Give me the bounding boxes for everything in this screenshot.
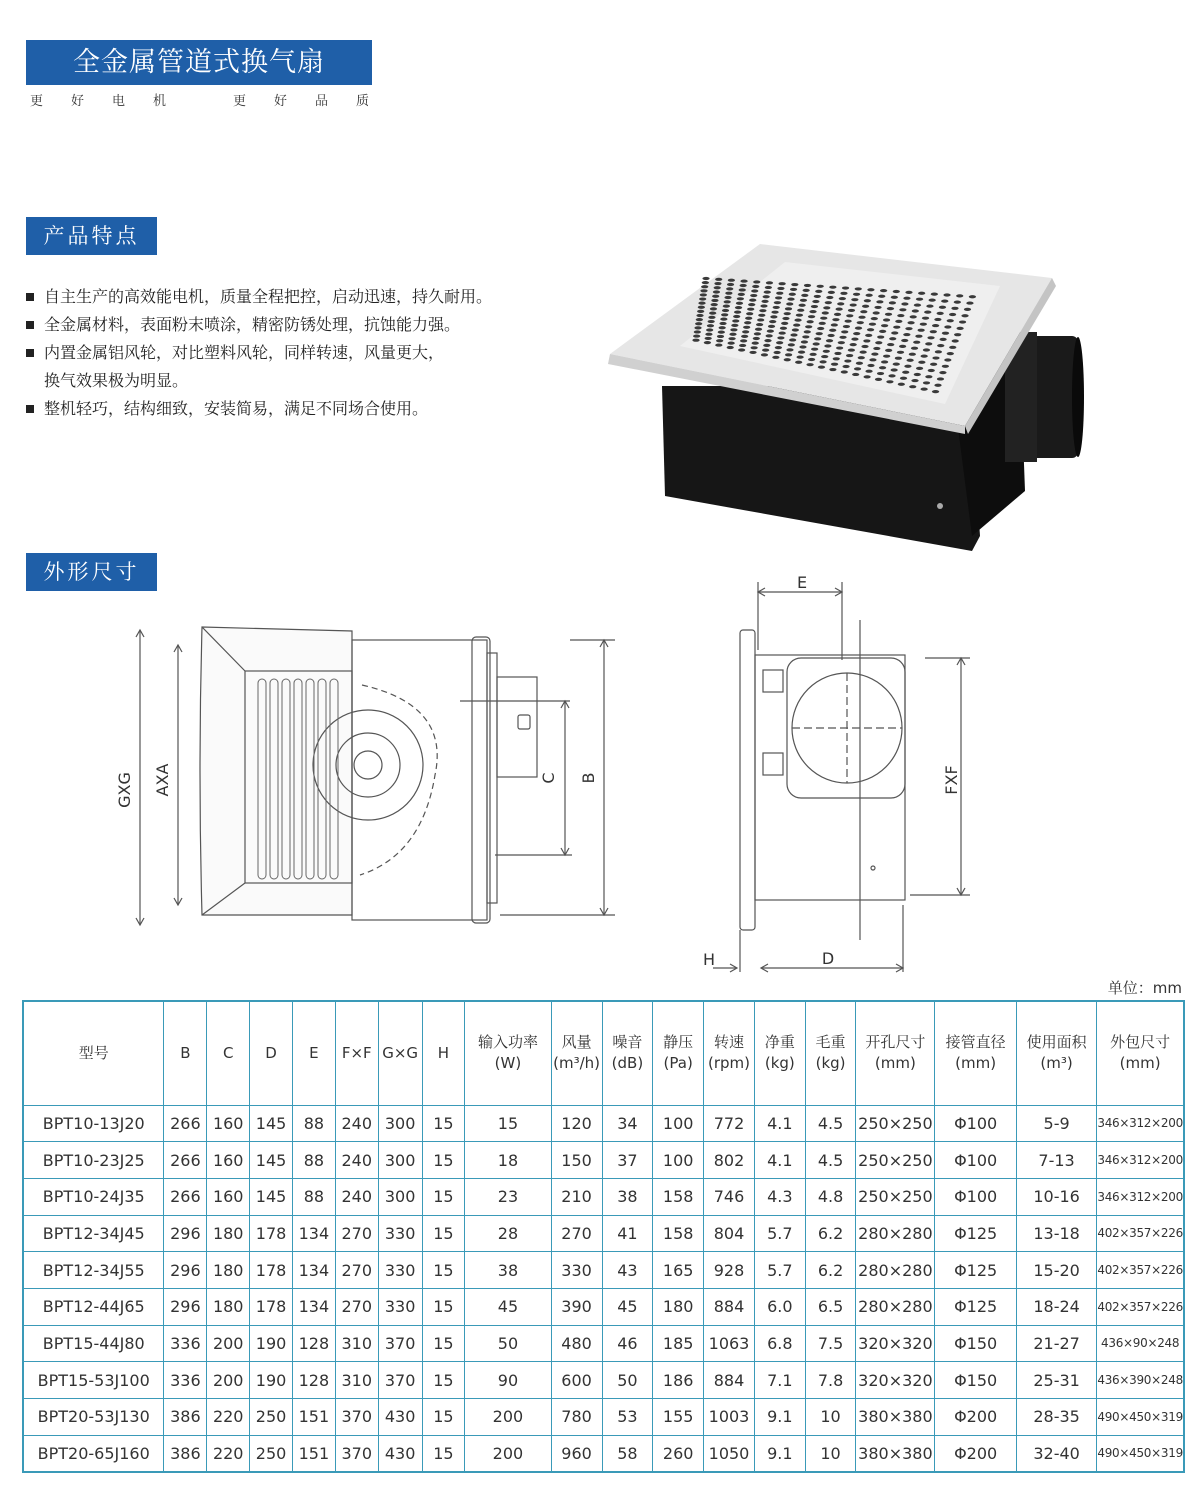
- table-cell: 4.5: [805, 1142, 856, 1179]
- table-header-cell: 净重 (kg): [754, 1001, 805, 1105]
- table-header-cell: 接管直径 (mm): [935, 1001, 1017, 1105]
- table-cell: 15: [422, 1178, 465, 1215]
- table-cell: 386: [164, 1435, 207, 1472]
- dim-label-h: H: [702, 950, 716, 969]
- table-cell: 18: [465, 1142, 551, 1179]
- table-cell: 190: [250, 1325, 293, 1362]
- product-photo: [600, 236, 1100, 566]
- table-cell: 436×390×248: [1097, 1362, 1184, 1399]
- table-cell: BPT10-24J35: [23, 1178, 164, 1215]
- table-cell: 300: [378, 1142, 422, 1179]
- table-cell: 45: [465, 1288, 551, 1325]
- table-cell: 346×312×200: [1097, 1105, 1184, 1142]
- table-cell: 100: [653, 1142, 704, 1179]
- table-cell: 884: [704, 1362, 755, 1399]
- table-cell: 310: [335, 1325, 378, 1362]
- slogan-right: [233, 90, 397, 109]
- table-cell: BPT15-53J100: [23, 1362, 164, 1399]
- slogan-char: 机: [153, 94, 167, 109]
- table-row: [23, 1178, 1184, 1215]
- table-cell: Φ200: [935, 1399, 1017, 1436]
- table-cell: 88: [292, 1105, 335, 1142]
- table-cell: 180: [207, 1252, 250, 1289]
- table-cell: 7-13: [1016, 1142, 1096, 1179]
- table-cell: 802: [704, 1142, 755, 1179]
- table-cell: 250×250: [856, 1142, 935, 1179]
- slogan-char: 电: [112, 94, 126, 109]
- table-cell: 4.8: [805, 1178, 856, 1215]
- table-cell: 10: [805, 1435, 856, 1472]
- table-cell: 430: [378, 1399, 422, 1436]
- table-header-cell: C: [207, 1001, 250, 1105]
- table-cell: 1063: [704, 1325, 755, 1362]
- table-header-cell: 使用面积 (m³): [1016, 1001, 1096, 1105]
- table-cell: 430: [378, 1435, 422, 1472]
- table-cell: 490×450×319: [1097, 1399, 1184, 1436]
- table-cell: 480: [551, 1325, 602, 1362]
- table-cell: 9.1: [754, 1435, 805, 1472]
- table-cell: BPT10-13J20: [23, 1105, 164, 1142]
- table-header-cell: 开孔尺寸 (mm): [856, 1001, 935, 1105]
- dim-label-axa: AXA: [153, 763, 172, 797]
- feature-item-continuation: 换气效果极为明显。: [44, 371, 189, 390]
- table-cell: 43: [602, 1252, 653, 1289]
- table-header-cell: 噪音 (dB): [602, 1001, 653, 1105]
- table-cell: 15: [422, 1105, 465, 1142]
- table-cell: BPT10-23J25: [23, 1142, 164, 1179]
- table-row: [23, 1362, 1184, 1399]
- table-cell: 7.1: [754, 1362, 805, 1399]
- table-cell: 296: [164, 1215, 207, 1252]
- table-cell: 300: [378, 1178, 422, 1215]
- table-cell: 250×250: [856, 1178, 935, 1215]
- table-cell: 300: [378, 1105, 422, 1142]
- table-cell: 402×357×226: [1097, 1252, 1184, 1289]
- table-header-cell: 型号: [23, 1001, 164, 1105]
- feature-item: 内置金属铝风轮，对比塑料风轮，同样转速，风量更大，: [26, 339, 616, 367]
- table-cell: 134: [292, 1252, 335, 1289]
- table-cell: Φ125: [935, 1215, 1017, 1252]
- table-cell: 151: [292, 1435, 335, 1472]
- table-cell: 88: [292, 1142, 335, 1179]
- table-cell: 240: [335, 1105, 378, 1142]
- table-cell: 402×357×226: [1097, 1215, 1184, 1252]
- table-cell: 37: [602, 1142, 653, 1179]
- table-cell: 310: [335, 1362, 378, 1399]
- table-cell: 746: [704, 1178, 755, 1215]
- table-cell: 120: [551, 1105, 602, 1142]
- table-cell: 41: [602, 1215, 653, 1252]
- table-cell: Φ100: [935, 1105, 1017, 1142]
- table-cell: 270: [551, 1215, 602, 1252]
- table-header-cell: 风量 (m³/h): [551, 1001, 602, 1105]
- table-cell: 436×90×248: [1097, 1325, 1184, 1362]
- table-cell: 330: [378, 1288, 422, 1325]
- dim-label-fxf: FXF: [942, 765, 961, 795]
- table-cell: 780: [551, 1399, 602, 1436]
- table-cell: 28-35: [1016, 1399, 1096, 1436]
- table-cell: 178: [250, 1252, 293, 1289]
- table-cell: 884: [704, 1288, 755, 1325]
- table-cell: 296: [164, 1252, 207, 1289]
- table-row: [23, 1252, 1184, 1289]
- table-cell: 10-16: [1016, 1178, 1096, 1215]
- table-cell: 134: [292, 1215, 335, 1252]
- table-cell: 15: [422, 1288, 465, 1325]
- table-cell: 160: [207, 1142, 250, 1179]
- table-cell: 45: [602, 1288, 653, 1325]
- table-header-cell: 外包尺寸 (mm): [1097, 1001, 1184, 1105]
- bullet-icon: [26, 321, 34, 329]
- table-row: [23, 1288, 1184, 1325]
- page-title: 全金属管道式换气扇: [26, 40, 372, 85]
- table-header-cell: G×G: [378, 1001, 422, 1105]
- table-cell: 9.1: [754, 1399, 805, 1436]
- table-cell: 266: [164, 1178, 207, 1215]
- dim-label-gxg: GXG: [115, 772, 134, 808]
- table-cell: 155: [653, 1399, 704, 1436]
- table-cell: 15: [422, 1399, 465, 1436]
- table-cell: 386: [164, 1399, 207, 1436]
- table-header-cell: 静压 (Pa): [653, 1001, 704, 1105]
- table-cell: 50: [602, 1362, 653, 1399]
- feature-item: 全金属材料，表面粉末喷涂，精密防锈处理，抗蚀能力强。: [26, 311, 616, 339]
- table-cell: 160: [207, 1178, 250, 1215]
- table-cell: 128: [292, 1325, 335, 1362]
- table-cell: 346×312×200: [1097, 1178, 1184, 1215]
- table-cell: 336: [164, 1362, 207, 1399]
- table-cell: 88: [292, 1178, 335, 1215]
- spec-table: [22, 1000, 1185, 1473]
- table-cell: 15: [465, 1105, 551, 1142]
- table-cell: 134: [292, 1288, 335, 1325]
- table-cell: 600: [551, 1362, 602, 1399]
- table-cell: 772: [704, 1105, 755, 1142]
- front-view-diagram: [110, 615, 630, 935]
- table-cell: 370: [378, 1362, 422, 1399]
- table-cell: 90: [465, 1362, 551, 1399]
- table-cell: 53: [602, 1399, 653, 1436]
- table-cell: Φ125: [935, 1288, 1017, 1325]
- table-cell: 15: [422, 1215, 465, 1252]
- table-cell: 4.5: [805, 1105, 856, 1142]
- slogan-left: [30, 90, 194, 109]
- table-cell: 34: [602, 1105, 653, 1142]
- table-cell: 1003: [704, 1399, 755, 1436]
- table-cell: 145: [250, 1178, 293, 1215]
- table-cell: 330: [551, 1252, 602, 1289]
- table-cell: 402×357×226: [1097, 1288, 1184, 1325]
- table-cell: 266: [164, 1105, 207, 1142]
- table-cell: 15: [422, 1142, 465, 1179]
- table-cell: 380×380: [856, 1399, 935, 1436]
- table-cell: 280×280: [856, 1288, 935, 1325]
- table-row: [23, 1105, 1184, 1142]
- table-cell: Φ200: [935, 1435, 1017, 1472]
- table-cell: 150: [551, 1142, 602, 1179]
- bullet-icon: [26, 293, 34, 301]
- table-cell: 390: [551, 1288, 602, 1325]
- table-cell: 58: [602, 1435, 653, 1472]
- table-header-cell: F×F: [335, 1001, 378, 1105]
- table-cell: 180: [653, 1288, 704, 1325]
- table-cell: 145: [250, 1105, 293, 1142]
- table-cell: 250: [250, 1399, 293, 1436]
- table-cell: 180: [207, 1215, 250, 1252]
- table-cell: 4.1: [754, 1142, 805, 1179]
- table-cell: 370: [378, 1325, 422, 1362]
- table-cell: 270: [335, 1288, 378, 1325]
- table-cell: 46: [602, 1325, 653, 1362]
- features-list: [26, 283, 616, 423]
- table-cell: 346×312×200: [1097, 1142, 1184, 1179]
- table-cell: 210: [551, 1178, 602, 1215]
- table-cell: 5.7: [754, 1252, 805, 1289]
- side-view-diagram: [695, 570, 985, 975]
- table-cell: 178: [250, 1288, 293, 1325]
- table-cell: 280×280: [856, 1215, 935, 1252]
- table-cell: 128: [292, 1362, 335, 1399]
- table-cell: BPT12-34J45: [23, 1215, 164, 1252]
- slogan-char: 品: [315, 94, 329, 109]
- dimensions-heading: 外形尺寸: [26, 553, 157, 591]
- table-header-cell: D: [250, 1001, 293, 1105]
- table-cell: 270: [335, 1252, 378, 1289]
- table-cell: 186: [653, 1362, 704, 1399]
- table-cell: 190: [250, 1362, 293, 1399]
- slogan-char: 更: [233, 94, 247, 109]
- table-header-cell: 输入功率 (W): [465, 1001, 551, 1105]
- bullet-icon: [26, 349, 34, 357]
- unit-note: 单位：mm: [1107, 979, 1182, 997]
- table-cell: 185: [653, 1325, 704, 1362]
- table-cell: 15: [422, 1435, 465, 1472]
- feature-item: 整机轻巧，结构细致，安装简易，满足不同场合使用。: [26, 395, 616, 423]
- table-row: [23, 1435, 1184, 1472]
- table-cell: 145: [250, 1142, 293, 1179]
- table-cell: 10: [805, 1399, 856, 1436]
- table-cell: 200: [207, 1325, 250, 1362]
- table-cell: 180: [207, 1288, 250, 1325]
- table-cell: 330: [378, 1215, 422, 1252]
- table-cell: 13-18: [1016, 1215, 1096, 1252]
- table-cell: 18-24: [1016, 1288, 1096, 1325]
- table-cell: 266: [164, 1142, 207, 1179]
- slogan-char: 好: [71, 94, 85, 109]
- table-cell: 250×250: [856, 1105, 935, 1142]
- table-cell: Φ100: [935, 1142, 1017, 1179]
- table-cell: 370: [335, 1435, 378, 1472]
- table-cell: 960: [551, 1435, 602, 1472]
- table-row: [23, 1399, 1184, 1436]
- table-cell: 7.5: [805, 1325, 856, 1362]
- table-cell: 240: [335, 1178, 378, 1215]
- dim-label-e: E: [796, 573, 808, 592]
- table-cell: 6.0: [754, 1288, 805, 1325]
- table-cell: BPT15-44J80: [23, 1325, 164, 1362]
- table-cell: 6.2: [805, 1215, 856, 1252]
- table-cell: 336: [164, 1325, 207, 1362]
- table-cell: 330: [378, 1252, 422, 1289]
- table-cell: 4.3: [754, 1178, 805, 1215]
- table-body: [23, 1105, 1184, 1472]
- bullet-icon: [26, 405, 34, 413]
- slogan-char: 更: [30, 94, 44, 109]
- table-cell: 320×320: [856, 1325, 935, 1362]
- table-cell: Φ125: [935, 1252, 1017, 1289]
- table-cell: 804: [704, 1215, 755, 1252]
- table-cell: 928: [704, 1252, 755, 1289]
- table-cell: 250: [250, 1435, 293, 1472]
- table-cell: 320×320: [856, 1362, 935, 1399]
- table-cell: 370: [335, 1399, 378, 1436]
- table-cell: 6.2: [805, 1252, 856, 1289]
- table-cell: BPT12-34J55: [23, 1252, 164, 1289]
- table-cell: 270: [335, 1215, 378, 1252]
- table-cell: 28: [465, 1215, 551, 1252]
- table-cell: 15-20: [1016, 1252, 1096, 1289]
- table-cell: 178: [250, 1215, 293, 1252]
- table-header-cell: H: [422, 1001, 465, 1105]
- table-cell: BPT12-44J65: [23, 1288, 164, 1325]
- table-cell: 158: [653, 1178, 704, 1215]
- dim-label-c: C: [539, 772, 558, 784]
- dim-label-d: D: [821, 949, 835, 968]
- slogan-char: 好: [274, 94, 288, 109]
- table-cell: 15: [422, 1362, 465, 1399]
- table-cell: 220: [207, 1399, 250, 1436]
- table-cell: 23: [465, 1178, 551, 1215]
- table-cell: 38: [465, 1252, 551, 1289]
- table-cell: 151: [292, 1399, 335, 1436]
- table-header-cell: 毛重 (kg): [805, 1001, 856, 1105]
- table-cell: 15: [422, 1252, 465, 1289]
- table-cell: BPT20-53J130: [23, 1399, 164, 1436]
- table-cell: 4.1: [754, 1105, 805, 1142]
- table-cell: 200: [465, 1435, 551, 1472]
- table-cell: 25-31: [1016, 1362, 1096, 1399]
- table-cell: 160: [207, 1105, 250, 1142]
- table-cell: 21-27: [1016, 1325, 1096, 1362]
- table-header-cell: B: [164, 1001, 207, 1105]
- table-cell: 6.8: [754, 1325, 805, 1362]
- table-cell: 100: [653, 1105, 704, 1142]
- table-cell: 15: [422, 1325, 465, 1362]
- table-cell: 5.7: [754, 1215, 805, 1252]
- table-cell: 490×450×319: [1097, 1435, 1184, 1472]
- table-cell: Φ100: [935, 1178, 1017, 1215]
- table-cell: 240: [335, 1142, 378, 1179]
- table-cell: 6.5: [805, 1288, 856, 1325]
- table-cell: BPT20-65J160: [23, 1435, 164, 1472]
- table-row: [23, 1215, 1184, 1252]
- table-cell: 380×380: [856, 1435, 935, 1472]
- feature-item: 自主生产的高效能电机，质量全程把控，启动迅速，持久耐用。: [26, 283, 616, 311]
- table-cell: Φ150: [935, 1325, 1017, 1362]
- table-cell: 260: [653, 1435, 704, 1472]
- dim-label-b: B: [579, 772, 598, 784]
- table-cell: 38: [602, 1178, 653, 1215]
- table-cell: Φ150: [935, 1362, 1017, 1399]
- table-row: [23, 1142, 1184, 1179]
- slogan-char: 质: [356, 94, 370, 109]
- table-cell: 50: [465, 1325, 551, 1362]
- table-cell: 5-9: [1016, 1105, 1096, 1142]
- table-cell: 200: [207, 1362, 250, 1399]
- table-cell: 165: [653, 1252, 704, 1289]
- table-cell: 1050: [704, 1435, 755, 1472]
- table-header-row: [23, 1001, 1184, 1105]
- table-header-cell: 转速 (rpm): [704, 1001, 755, 1105]
- table-cell: 220: [207, 1435, 250, 1472]
- table-cell: 32-40: [1016, 1435, 1096, 1472]
- table-cell: 7.8: [805, 1362, 856, 1399]
- table-row: [23, 1325, 1184, 1362]
- table-cell: 158: [653, 1215, 704, 1252]
- table-header-cell: E: [292, 1001, 335, 1105]
- table-cell: 200: [465, 1399, 551, 1436]
- table-cell: 280×280: [856, 1252, 935, 1289]
- table-cell: 296: [164, 1288, 207, 1325]
- features-heading: 产品特点: [26, 217, 157, 255]
